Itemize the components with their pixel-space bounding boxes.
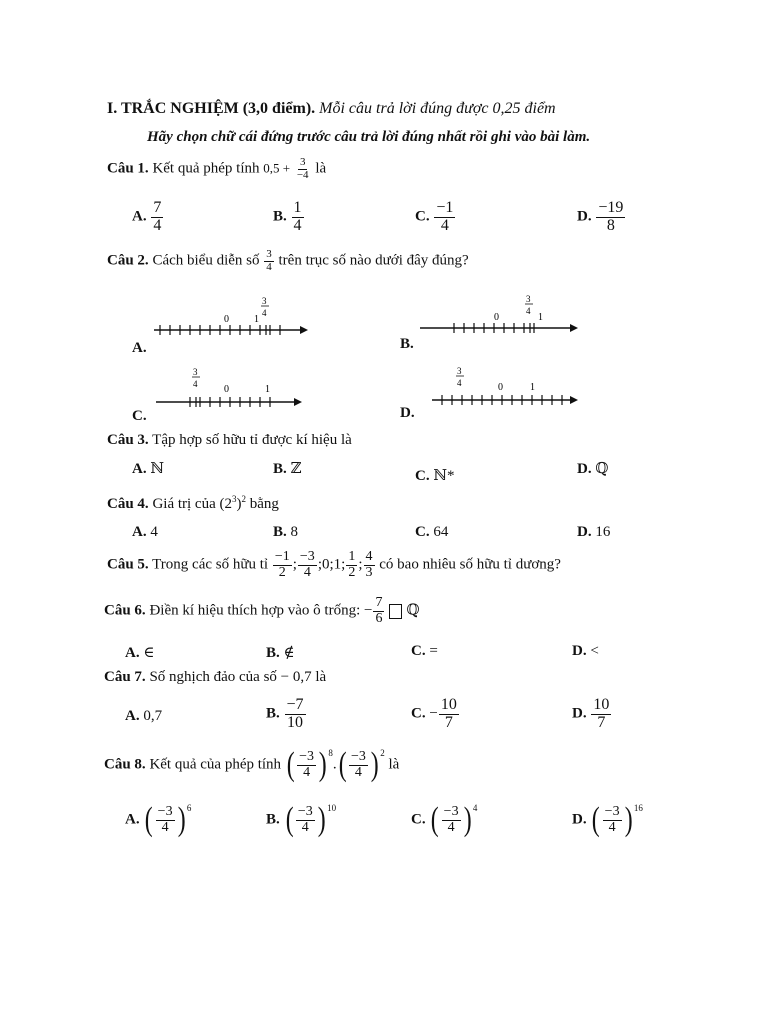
q8-option-d[interactable]: D. ( $\frac{-3}{4}$ ) 16 <box>572 801 643 838</box>
q3-option-d[interactable]: D. ℚ <box>577 461 609 477</box>
fraction: $\frac{4}{3}$ <box>365 549 373 580</box>
question-label: Câu 2. <box>107 252 149 269</box>
number-line-a <box>140 292 320 344</box>
svg-text:4: 4 <box>457 378 462 388</box>
q6-option-a[interactable]: A. ∈ <box>125 645 155 661</box>
question-4 <box>107 494 279 513</box>
svg-text:4: 4 <box>526 306 531 316</box>
question-text: Số nghịch đảo của số − 0,7 là <box>149 669 327 685</box>
question-text: Tập hợp số hữu tỉ được kí hiệu là <box>152 432 352 448</box>
q7-option-b[interactable]: B. $\frac{-7}{10}$ <box>266 696 304 731</box>
question-text: Cách biểu diễn số <box>152 252 260 269</box>
number-line-c <box>140 364 320 410</box>
q7-option-a[interactable]: A. 0,7 <box>125 708 163 724</box>
question-text: Trong các số hữu tỉ <box>152 556 269 573</box>
number-line-b <box>410 292 590 344</box>
q2-option-b[interactable]: B. <box>400 336 414 352</box>
question-6: Câu 6. Điền kí hiệu thích hợp vào ô trống: − $\frac{7}{6}$ ℚ <box>104 595 420 626</box>
q1-option-a[interactable]: A. $\frac{7}{4}$ <box>132 199 162 234</box>
fraction: $\frac{7}{6}$ <box>375 595 383 626</box>
question-text: Kết quả phép tính <box>152 160 260 177</box>
question-tail: bằng <box>249 496 279 512</box>
q2-option-a[interactable]: A. <box>132 340 147 356</box>
question-text: Kết quả của phép tính <box>149 756 282 773</box>
question-text: Điền kí hiệu thích hợp vào ô trống: <box>149 602 361 619</box>
q6-option-c[interactable]: C. = <box>411 643 438 659</box>
blank-box[interactable] <box>389 604 402 619</box>
q4-option-d[interactable]: D. 16 <box>577 524 611 540</box>
q4-option-a[interactable]: A. 4 <box>132 524 158 540</box>
question-text: Giá trị của <box>152 496 216 512</box>
q7-option-d[interactable]: D. $\frac{10}{7}$ <box>572 696 610 731</box>
question-3 <box>107 432 352 449</box>
q3-option-a[interactable]: A. ℕ <box>132 461 165 477</box>
section-title-note: Mỗi câu trả lời đúng được 0,25 điểm <box>319 100 556 117</box>
svg-text:3: 3 <box>193 367 198 377</box>
q8-option-c[interactable]: C. ( $\frac{-3}{4}$ ) 4 <box>411 801 478 838</box>
svg-text:1: 1 <box>530 382 535 393</box>
q2-option-c[interactable]: C. <box>132 408 147 424</box>
svg-text:3: 3 <box>457 366 462 376</box>
q1-option-b[interactable]: B. $\frac{1}{4}$ <box>273 199 302 234</box>
q8-option-a[interactable]: A. ( $\frac{-3}{4}$ ) 6 <box>125 801 192 838</box>
power-expression: ( $\frac{-3}{4}$ ) 2 <box>338 746 385 783</box>
question-label: Câu 1. <box>107 160 149 177</box>
svg-text:0: 0 <box>224 384 229 395</box>
power-expression: $(2^3)^2$ <box>219 494 246 512</box>
q2-option-d[interactable]: D. <box>400 405 415 421</box>
question-2 <box>107 249 469 273</box>
q8-option-b[interactable]: B. ( $\frac{-3}{4}$ ) 10 <box>266 801 337 838</box>
q6-option-b[interactable]: B. ∉ <box>266 645 295 661</box>
question-1 <box>107 157 326 181</box>
q1-option-d[interactable]: D. $\frac{-19}{8}$ <box>577 199 624 234</box>
svg-text:1: 1 <box>265 384 270 395</box>
q4-option-b[interactable]: B. 8 <box>273 524 299 540</box>
svg-text:4: 4 <box>193 379 198 389</box>
svg-text:0: 0 <box>498 382 503 393</box>
fraction: $\frac{1}{2}$ <box>348 549 356 580</box>
fraction: $\frac{3}{4}$ <box>266 248 272 273</box>
question-tail: là <box>315 160 327 177</box>
question-label: Câu 4. <box>107 496 149 512</box>
svg-text:3: 3 <box>526 294 531 304</box>
zero-label: 0 <box>224 314 229 325</box>
frac-den: 4 <box>262 308 267 318</box>
section-title: I. TRẮC NGHIỆM (3,0 điểm). <box>107 100 316 117</box>
svg-text:1: 1 <box>538 312 543 323</box>
question-label: Câu 5. <box>107 556 149 573</box>
section-instruction: Hãy chọn chữ cái đứng trước câu trả lời đúng nhất rồi ghi vào bài làm. <box>147 129 591 145</box>
expression-prefix: 0,5 + <box>263 160 291 176</box>
question-5: Câu 5. Trong các số hữu tỉ $\frac{-1}{2}$ ; $\frac{-3}{4}$ ;0;1; $\frac{1}{2}$ ; $\frac{4}{3}$ có bao nhiêu số hữu tỉ dương? <box>107 549 561 580</box>
frac-num: 3 <box>262 296 267 306</box>
q7-option-c[interactable]: C. − $\frac{10}{7}$ <box>411 696 457 731</box>
power-expression: ( $\frac{-3}{4}$ ) 8 <box>286 746 333 783</box>
q6-option-d[interactable]: D. < <box>572 643 599 659</box>
fraction: $\frac{3}{-4}$ <box>296 156 309 181</box>
q1-option-c[interactable]: C. $\frac{-1}{4}$ <box>415 199 454 234</box>
question-label: Câu 6. <box>104 602 146 619</box>
one-label: 1 <box>254 314 259 325</box>
fraction: $\frac{-3}{4}$ <box>299 549 315 580</box>
question-tail: trên trục số nào dưới đây đúng? <box>278 252 469 269</box>
svg-text:0: 0 <box>494 312 499 323</box>
number-line-d <box>426 364 586 410</box>
question-label: Câu 7. <box>104 669 146 685</box>
q3-option-b[interactable]: B. ℤ <box>273 461 302 477</box>
question-tail: là <box>388 756 400 773</box>
section-heading <box>107 100 556 118</box>
question-label: Câu 8. <box>104 756 146 773</box>
q3-option-c[interactable]: C. ℕ* <box>415 468 455 484</box>
q4-option-c[interactable]: C. 64 <box>415 524 449 540</box>
fraction: $\frac{-1}{2}$ <box>274 549 290 580</box>
question-label: Câu 3. <box>107 432 149 448</box>
question-tail: có bao nhiêu số hữu tỉ dương? <box>379 556 561 573</box>
question-8: Câu 8. Kết quả của phép tính ( $\frac{-3}{4}$ ) 8 . ( $\frac{-3}{4}$ ) 2 là <box>104 746 400 783</box>
question-7 <box>104 669 326 686</box>
